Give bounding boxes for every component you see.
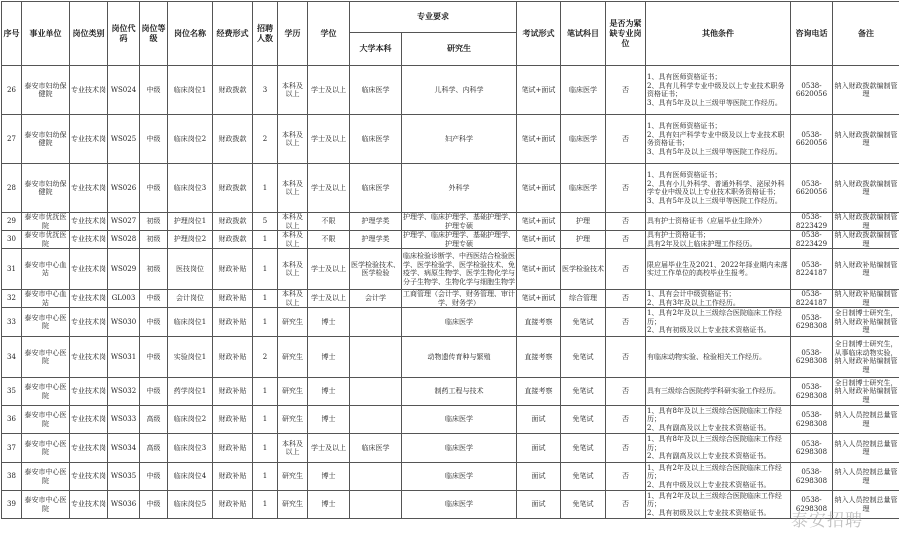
written-subject-cell: 免笔试 — [561, 337, 606, 378]
count-cell: 1 — [253, 463, 278, 491]
funding-cell: 财政补贴 — [213, 378, 253, 406]
exam-form-cell: 笔试+面试 — [517, 115, 561, 164]
table-row — [2, 378, 900, 406]
header-unit: 事业单位 — [22, 2, 70, 66]
undergrad-major-cell: 护理学类 — [350, 213, 402, 231]
unit-cell: 泰安市中心医院 — [22, 491, 70, 519]
other-conditions-cell: 1、具有8年及以上三级综合医院临床工作经历； 2、具有副高及以上专业技术资格证书。 — [646, 406, 791, 434]
education-cell: 本科及以上 — [278, 231, 308, 249]
post-type-cell: 专业技术岗 — [70, 378, 108, 406]
phone-cell: 0538-8224187 — [791, 290, 833, 308]
exam-form-cell: 笔试+面试 — [517, 213, 561, 231]
unit-cell: 泰安市中心医院 — [22, 406, 70, 434]
other-conditions-cell: 有临床动物实验、检验相关工作经历。 — [646, 337, 791, 378]
degree-cell: 学士及以上 — [308, 115, 350, 164]
other-conditions-cell: 1、具有医师资格证书； 2、具有妇产科学专业中级及以上专业技术职务资格证书； 3、具有5年及以上三级甲等医院工作经历。 — [646, 115, 791, 164]
exam-form-cell: 直接考察 — [517, 308, 561, 337]
other-conditions-cell: 具有三级综合医院药学科研实验工作经历。 — [646, 378, 791, 406]
education-cell: 研究生 — [278, 463, 308, 491]
seq-cell: 35 — [2, 378, 22, 406]
remark-cell: 纳入人员控制总量管理 — [833, 463, 900, 491]
undergrad-major-cell: 护理学类 — [350, 231, 402, 249]
postgrad-major-cell: 临床医学 — [402, 491, 517, 519]
undergrad-major-cell — [350, 463, 402, 491]
post-name-cell: 临床岗位2 — [168, 406, 213, 434]
table-header — [2, 2, 900, 66]
written-subject-cell: 免笔试 — [561, 308, 606, 337]
unit-cell: 泰安市优抚医院 — [22, 231, 70, 249]
header-post-level: 岗位等级 — [140, 2, 168, 66]
count-cell: 2 — [253, 115, 278, 164]
postgrad-major-cell: 动物遗传育种与繁殖 — [402, 337, 517, 378]
post-name-cell: 临床岗位5 — [168, 491, 213, 519]
post-level-cell: 中级 — [140, 115, 168, 164]
seq-cell: 38 — [2, 463, 22, 491]
urgent-cell: 否 — [606, 290, 646, 308]
table-row — [2, 213, 900, 231]
post-name-cell: 医技岗位 — [168, 249, 213, 290]
written-subject-cell: 免笔试 — [561, 378, 606, 406]
degree-cell: 博士 — [308, 491, 350, 519]
post-type-cell: 专业技术岗 — [70, 434, 108, 463]
post-name-cell: 临床岗位1 — [168, 66, 213, 115]
degree-cell: 博士 — [308, 463, 350, 491]
undergrad-major-cell — [350, 308, 402, 337]
post-name-cell: 临床岗位1 — [168, 308, 213, 337]
urgent-cell: 否 — [606, 66, 646, 115]
post-type-cell: 专业技术岗 — [70, 115, 108, 164]
header-funding: 经费形式 — [213, 2, 253, 66]
table-body — [2, 66, 900, 519]
written-subject-cell: 护理 — [561, 231, 606, 249]
unit-cell: 泰安市中心医院 — [22, 434, 70, 463]
postgrad-major-cell: 临床医学 — [402, 406, 517, 434]
seq-cell: 39 — [2, 491, 22, 519]
post-name-cell: 临床岗位3 — [168, 434, 213, 463]
postgrad-major-cell: 制药工程与技术 — [402, 378, 517, 406]
post-name-cell: 护理岗位1 — [168, 213, 213, 231]
post-code-cell: WS031 — [108, 337, 140, 378]
count-cell: 1 — [253, 434, 278, 463]
degree-cell: 博士 — [308, 337, 350, 378]
degree-cell: 学士及以上 — [308, 164, 350, 213]
unit-cell: 泰安市中心血站 — [22, 290, 70, 308]
post-name-cell: 护理岗位2 — [168, 231, 213, 249]
degree-cell: 不限 — [308, 231, 350, 249]
table-row — [2, 164, 900, 213]
count-cell: 1 — [253, 406, 278, 434]
post-level-cell: 初级 — [140, 249, 168, 290]
phone-cell: 0538-6620056 — [791, 164, 833, 213]
phone-cell: 0538-6298308 — [791, 434, 833, 463]
remark-cell: 纳入财政拨款编制管理 — [834, 213, 898, 230]
post-code-cell: WS035 — [108, 463, 140, 491]
exam-form-cell: 笔试+面试 — [517, 290, 561, 308]
written-subject-cell: 综合管理 — [561, 290, 606, 308]
other-conditions-cell: 1、具有会计中级资格证书； 2、具有3年及以上工作经历。 — [646, 290, 791, 308]
post-code-cell: WS024 — [108, 66, 140, 115]
header-exam-form: 考试形式 — [517, 2, 561, 66]
table-row — [2, 491, 900, 519]
post-code-cell: WS032 — [108, 378, 140, 406]
education-cell: 研究生 — [278, 406, 308, 434]
postgrad-major-cell: 临床医学 — [402, 463, 517, 491]
phone-cell: 0538-8224187 — [791, 249, 833, 290]
postgrad-major-cell: 临床医学 — [402, 308, 517, 337]
seq-cell: 27 — [2, 115, 22, 164]
funding-cell: 财政补贴 — [213, 406, 253, 434]
post-level-cell: 中级 — [140, 491, 168, 519]
degree-cell: 学士及以上 — [308, 249, 350, 290]
exam-form-cell: 面试 — [517, 406, 561, 434]
header-count: 招聘人数 — [253, 2, 278, 66]
post-code-cell: WS036 — [108, 491, 140, 519]
recruitment-table — [1, 1, 899, 519]
table-row — [2, 463, 900, 491]
exam-form-cell: 面试 — [517, 491, 561, 519]
post-level-cell: 中级 — [140, 308, 168, 337]
seq-cell: 30 — [2, 231, 22, 249]
post-level-cell: 中级 — [140, 66, 168, 115]
post-code-cell: WS029 — [108, 249, 140, 290]
post-name-cell: 临床岗位3 — [168, 164, 213, 213]
written-subject-cell: 免笔试 — [561, 491, 606, 519]
unit-cell: 泰安市妇幼保健院 — [22, 115, 70, 164]
undergrad-major-cell: 会计学 — [350, 290, 402, 308]
unit-cell: 泰安市中心医院 — [22, 337, 70, 378]
urgent-cell: 否 — [606, 406, 646, 434]
post-name-cell: 药学岗位1 — [168, 378, 213, 406]
funding-cell: 财政拨款 — [213, 66, 253, 115]
count-cell: 1 — [253, 491, 278, 519]
table-row — [2, 406, 900, 434]
header-remark: 备注 — [833, 2, 900, 66]
urgent-cell: 否 — [606, 249, 646, 290]
seq-cell: 34 — [2, 337, 22, 378]
post-type-cell: 专业技术岗 — [70, 213, 108, 231]
table-row — [2, 249, 900, 290]
post-type-cell: 专业技术岗 — [70, 231, 108, 249]
remark-cell: 全日制博士研究生，从事临床动物实验，纳入财政补贴编制管理 — [833, 337, 900, 378]
post-type-cell: 专业技术岗 — [70, 406, 108, 434]
table-row — [2, 434, 900, 463]
degree-cell: 不限 — [308, 213, 350, 231]
exam-form-cell: 笔试+面试 — [517, 249, 561, 290]
education-cell: 本科及以上 — [278, 290, 308, 308]
count-cell: 1 — [253, 249, 278, 290]
post-code-cell: GL003 — [108, 290, 140, 308]
funding-cell: 财政补贴 — [213, 290, 253, 308]
postgrad-major-cell: 护理学、临床护理学、基础护理学、护理专硕 — [403, 213, 515, 230]
post-level-cell: 高级 — [140, 434, 168, 463]
post-code-cell: WS033 — [108, 406, 140, 434]
count-cell: 1 — [253, 308, 278, 337]
exam-form-cell: 面试 — [517, 434, 561, 463]
seq-cell: 28 — [2, 164, 22, 213]
count-cell: 1 — [253, 231, 278, 249]
other-conditions-cell: 具有护士资格证书； 具有2年及以上临床护理工作经历。 — [646, 231, 791, 249]
undergrad-major-cell: 医学检验技术、医学检验 — [350, 249, 402, 290]
urgent-cell: 否 — [606, 378, 646, 406]
degree-cell: 学士及以上 — [308, 290, 350, 308]
unit-cell: 泰安市妇幼保健院 — [22, 66, 70, 115]
education-cell: 本科及以上 — [278, 164, 308, 213]
remark-cell: 纳入人员控制总量管理 — [833, 406, 900, 434]
header-education: 学历 — [278, 2, 308, 66]
degree-cell: 学士及以上 — [308, 66, 350, 115]
unit-cell: 泰安市优抚医院 — [22, 213, 70, 231]
funding-cell: 财政补贴 — [213, 337, 253, 378]
seq-cell: 29 — [2, 213, 22, 231]
written-subject-cell: 免笔试 — [561, 463, 606, 491]
post-code-cell: WS026 — [108, 164, 140, 213]
post-level-cell: 高级 — [140, 406, 168, 434]
education-cell: 研究生 — [278, 337, 308, 378]
other-conditions-cell: 具有护士资格证书（应届毕业生除外） — [646, 213, 791, 231]
education-cell: 本科及以上 — [278, 434, 308, 463]
header-post-name: 岗位名称 — [168, 2, 213, 66]
post-level-cell: 中级 — [140, 164, 168, 213]
count-cell: 5 — [253, 213, 278, 231]
header-post-code: 岗位代码 — [108, 2, 140, 66]
urgent-cell: 否 — [606, 164, 646, 213]
header-other: 其他条件 — [646, 2, 791, 66]
funding-cell: 财政拨款 — [213, 213, 253, 231]
seq-cell: 33 — [2, 308, 22, 337]
written-subject-cell: 免笔试 — [561, 406, 606, 434]
post-type-cell: 专业技术岗 — [70, 66, 108, 115]
phone-cell: 0538-8223429 — [791, 213, 833, 231]
education-cell: 本科及以上 — [278, 249, 308, 290]
written-subject-cell: 医学检验技术 — [561, 249, 606, 290]
count-cell: 1 — [253, 164, 278, 213]
post-level-cell: 初级 — [140, 231, 168, 249]
count-cell: 3 — [253, 66, 278, 115]
funding-cell: 财政拨款 — [213, 164, 253, 213]
post-code-cell: WS030 — [108, 308, 140, 337]
other-conditions-cell: 限应届毕业生及2021、2022年择业期内未落实过工作单位的高校毕业生报考。 — [646, 249, 791, 290]
post-type-cell: 专业技术岗 — [70, 290, 108, 308]
postgrad-major-cell: 临床医学 — [402, 434, 517, 463]
header-undergrad: 大学本科 — [350, 33, 402, 66]
table-row — [2, 337, 900, 378]
postgrad-major-cell: 临床检验诊断学、中西医结合检验医学、医学检验学、医学检验技术、免疫学、病原生物学、医学生物化学与分子生物学、生物化学与细胞生物学 — [402, 249, 517, 290]
urgent-cell: 否 — [606, 308, 646, 337]
header-degree: 学位 — [308, 2, 350, 66]
seq-cell: 31 — [2, 249, 22, 290]
post-code-cell: WS028 — [108, 231, 140, 249]
post-name-cell: 临床岗位4 — [168, 463, 213, 491]
remark-cell: 全日制博士研究生，纳入财政补贴编制管理 — [834, 378, 898, 404]
remark-cell: 纳入财政拨款编制管理 — [834, 231, 898, 248]
post-level-cell: 初级 — [140, 213, 168, 231]
seq-cell: 32 — [2, 290, 22, 308]
post-code-cell: WS027 — [108, 213, 140, 231]
post-name-cell: 临床岗位2 — [168, 115, 213, 164]
written-subject-cell: 临床医学 — [561, 66, 606, 115]
table-row — [2, 308, 900, 337]
funding-cell: 财政补贴 — [213, 249, 253, 290]
undergrad-major-cell: 临床医学 — [350, 66, 402, 115]
table-row — [2, 115, 900, 164]
undergrad-major-cell — [350, 406, 402, 434]
undergrad-major-cell: 临床医学 — [350, 434, 402, 463]
undergrad-major-cell: 临床医学 — [350, 164, 402, 213]
post-type-cell: 专业技术岗 — [70, 491, 108, 519]
seq-cell: 37 — [2, 434, 22, 463]
seq-cell: 36 — [2, 406, 22, 434]
count-cell: 1 — [253, 290, 278, 308]
education-cell: 研究生 — [278, 308, 308, 337]
funding-cell: 财政补贴 — [213, 434, 253, 463]
undergrad-major-cell — [350, 491, 402, 519]
post-level-cell: 中级 — [140, 463, 168, 491]
funding-cell: 财政拨款 — [213, 115, 253, 164]
other-conditions-cell: 1、具有医师资格证书； 2、具有小儿外科学、普通外科学、泌尿外科学专业中级及以上专业技术职务资格证书； 3、具有5年及以上三级甲等医院工作经历。 — [646, 164, 791, 213]
post-level-cell: 中级 — [140, 290, 168, 308]
table-row — [2, 290, 900, 308]
remark-cell: 纳入财政拨款编制管理 — [833, 66, 900, 115]
unit-cell: 泰安市妇幼保健院 — [22, 164, 70, 213]
written-subject-cell: 护理 — [561, 213, 606, 231]
exam-form-cell: 笔试+面试 — [517, 164, 561, 213]
funding-cell: 财政补贴 — [213, 308, 253, 337]
degree-cell: 学士及以上 — [308, 434, 350, 463]
header-major-req: 专业要求 — [350, 2, 517, 33]
exam-form-cell: 直接考察 — [517, 337, 561, 378]
unit-cell: 泰安市中心医院 — [22, 308, 70, 337]
header-written-subject: 笔试科目 — [561, 2, 606, 66]
header-postgrad: 研究生 — [402, 33, 517, 66]
post-level-cell: 中级 — [140, 337, 168, 378]
post-type-cell: 专业技术岗 — [70, 308, 108, 337]
urgent-cell: 否 — [606, 491, 646, 519]
exam-form-cell: 笔试+面试 — [517, 66, 561, 115]
postgrad-major-cell: 工商管理（会计学、财务管理、审计学、财务学） — [403, 290, 515, 307]
unit-cell: 泰安市中心医院 — [22, 463, 70, 491]
remark-cell: 全日制博士研究生，纳入财政补贴编制管理 — [833, 308, 900, 337]
other-conditions-cell: 1、具有2年及以上三级综合医院临床工作经历； 2、具有中级及以上专业技术资格证书。 — [646, 463, 791, 491]
phone-cell: 0538-6298308 — [791, 491, 833, 519]
degree-cell: 博士 — [308, 378, 350, 406]
other-conditions-cell: 1、具有医师资格证书； 2、具有儿科学专业中级及以上专业技术职务资格证书； 3、具有5年及以上三级甲等医院工作经历。 — [646, 66, 791, 115]
postgrad-major-cell: 护理学、临床护理学、基础护理学、护理专硕 — [403, 231, 515, 248]
written-subject-cell: 临床医学 — [561, 164, 606, 213]
header-seq: 序号 — [2, 2, 22, 66]
degree-cell: 博士 — [308, 308, 350, 337]
post-type-cell: 专业技术岗 — [70, 249, 108, 290]
undergrad-major-cell — [350, 337, 402, 378]
header-post-type: 岗位类别 — [70, 2, 108, 66]
urgent-cell: 否 — [606, 434, 646, 463]
degree-cell: 博士 — [308, 406, 350, 434]
undergrad-major-cell: 临床医学 — [350, 115, 402, 164]
phone-cell: 0538-6298308 — [791, 463, 833, 491]
count-cell: 2 — [253, 337, 278, 378]
other-conditions-cell: 1、具有8年及以上三级综合医院临床工作经历； 2、具有副高及以上专业技术资格证书。 — [646, 434, 791, 463]
education-cell: 研究生 — [278, 491, 308, 519]
phone-cell: 0538-6620056 — [791, 66, 833, 115]
other-conditions-cell: 1、具有2年及以上三级综合医院临床工作经历； 2、具有初级及以上专业技术资格证书。 — [646, 491, 791, 519]
remark-cell: 纳入人员控制总量管理 — [833, 491, 900, 519]
phone-cell: 0538-6298308 — [791, 308, 833, 337]
watermark: 泰安招聘 — [791, 511, 863, 531]
written-subject-cell: 临床医学 — [561, 115, 606, 164]
postgrad-major-cell: 妇产科学 — [402, 115, 517, 164]
undergrad-major-cell — [350, 378, 402, 406]
post-name-cell: 实验岗位1 — [168, 337, 213, 378]
education-cell: 本科及以上 — [278, 66, 308, 115]
remark-cell: 纳入财政拨款编制管理 — [833, 115, 900, 164]
funding-cell: 财政补贴 — [213, 491, 253, 519]
urgent-cell: 否 — [606, 231, 646, 249]
education-cell: 本科及以上 — [278, 213, 308, 231]
postgrad-major-cell: 儿科学、内科学 — [402, 66, 517, 115]
header-urgent: 是否为紧缺专业岗位 — [606, 2, 646, 66]
seq-cell: 26 — [2, 66, 22, 115]
remark-cell: 纳入财政补贴编制管理 — [834, 290, 898, 307]
post-type-cell: 专业技术岗 — [70, 337, 108, 378]
remark-cell: 纳入人员控制总量管理 — [833, 434, 900, 463]
exam-form-cell: 面试 — [517, 463, 561, 491]
written-subject-cell: 免笔试 — [561, 434, 606, 463]
unit-cell: 泰安市中心医院 — [22, 378, 70, 406]
count-cell: 1 — [253, 378, 278, 406]
funding-cell: 财政补贴 — [213, 463, 253, 491]
education-cell: 本科及以上 — [278, 115, 308, 164]
unit-cell: 泰安市中心血站 — [22, 249, 70, 290]
recruitment-table-sheet — [1, 1, 899, 551]
exam-form-cell: 笔试+面试 — [517, 231, 561, 249]
post-code-cell: WS034 — [108, 434, 140, 463]
phone-cell: 0538-6298308 — [791, 378, 833, 406]
funding-cell: 财政拨款 — [213, 231, 253, 249]
education-cell: 研究生 — [278, 378, 308, 406]
table-row — [2, 66, 900, 115]
phone-cell: 0538-8223429 — [791, 231, 833, 249]
phone-cell: 0538-6620056 — [791, 115, 833, 164]
other-conditions-cell: 1、具有2年及以上三级综合医院临床工作经历； 2、具有初级及以上专业技术资格证书。 — [646, 308, 791, 337]
remark-cell: 纳入财政补贴编制管理 — [833, 249, 900, 290]
post-type-cell: 专业技术岗 — [70, 463, 108, 491]
post-level-cell: 中级 — [140, 378, 168, 406]
urgent-cell: 否 — [606, 213, 646, 231]
phone-cell: 0538-6298308 — [791, 337, 833, 378]
post-type-cell: 专业技术岗 — [70, 164, 108, 213]
urgent-cell: 否 — [606, 337, 646, 378]
urgent-cell: 否 — [606, 463, 646, 491]
remark-cell: 纳入财政拨款编制管理 — [833, 164, 900, 213]
urgent-cell: 否 — [606, 115, 646, 164]
header-phone: 咨询电话 — [791, 2, 833, 66]
exam-form-cell: 直接考察 — [517, 378, 561, 406]
post-name-cell: 会计岗位 — [168, 290, 213, 308]
phone-cell: 0538-6298308 — [791, 406, 833, 434]
table-row — [2, 231, 900, 249]
post-code-cell: WS025 — [108, 115, 140, 164]
postgrad-major-cell: 外科学 — [402, 164, 517, 213]
